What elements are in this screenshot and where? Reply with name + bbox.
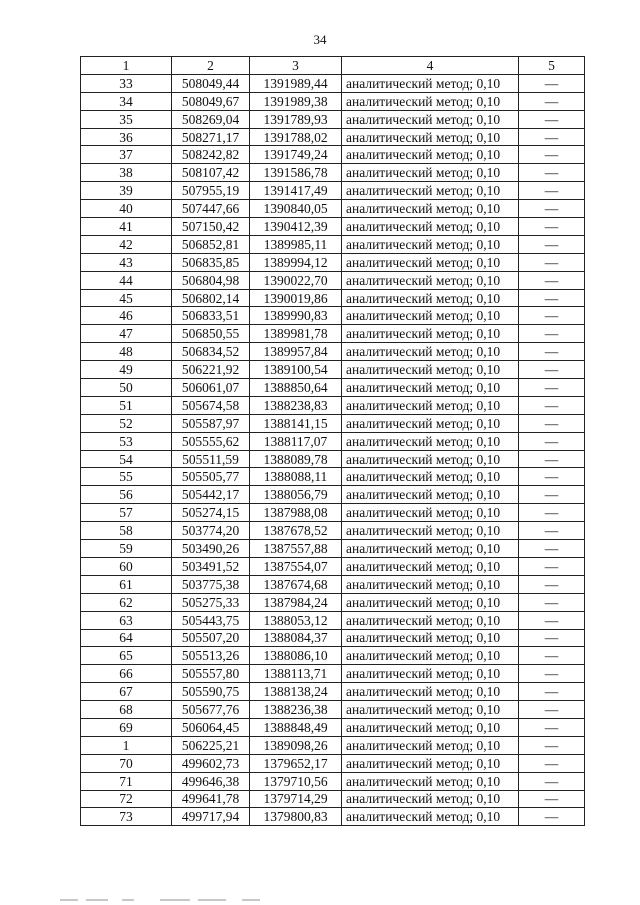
method-accuracy-cell: аналитический метод; 0,10 — [342, 92, 519, 110]
y-coordinate-cell: 1388084,37 — [250, 629, 342, 647]
table-row — [81, 629, 585, 647]
note-cell: — — [519, 343, 585, 361]
note-cell: — — [519, 146, 585, 164]
method-accuracy-cell: аналитический метод; 0,10 — [342, 557, 519, 575]
x-coordinate-cell: 506064,45 — [172, 718, 250, 736]
table-row — [81, 110, 585, 128]
x-coordinate-cell: 505587,97 — [172, 414, 250, 432]
point-number-cell: 37 — [81, 146, 172, 164]
y-coordinate-cell: 1387674,68 — [250, 575, 342, 593]
method-accuracy-cell: аналитический метод; 0,10 — [342, 772, 519, 790]
note-cell: — — [519, 432, 585, 450]
method-accuracy-cell: аналитический метод; 0,10 — [342, 146, 519, 164]
note-cell: — — [519, 218, 585, 236]
x-coordinate-cell: 506225,21 — [172, 736, 250, 754]
x-coordinate-cell: 499641,78 — [172, 790, 250, 808]
table-row — [81, 450, 585, 468]
note-cell: — — [519, 289, 585, 307]
x-coordinate-cell: 505677,76 — [172, 701, 250, 719]
table-row — [81, 575, 585, 593]
method-accuracy-cell: аналитический метод; 0,10 — [342, 110, 519, 128]
note-cell: — — [519, 253, 585, 271]
table-row — [81, 701, 585, 719]
note-cell: — — [519, 808, 585, 826]
x-coordinate-cell: 507955,19 — [172, 182, 250, 200]
point-number-cell: 36 — [81, 128, 172, 146]
method-accuracy-cell: аналитический метод; 0,10 — [342, 683, 519, 701]
y-coordinate-cell: 1389985,11 — [250, 235, 342, 253]
x-coordinate-cell: 505507,20 — [172, 629, 250, 647]
method-accuracy-cell: аналитический метод; 0,10 — [342, 361, 519, 379]
note-cell: — — [519, 629, 585, 647]
y-coordinate-cell: 1379714,29 — [250, 790, 342, 808]
note-cell: — — [519, 575, 585, 593]
note-cell: — — [519, 379, 585, 397]
y-coordinate-cell: 1387984,24 — [250, 593, 342, 611]
method-accuracy-cell: аналитический метод; 0,10 — [342, 575, 519, 593]
y-coordinate-cell: 1388850,64 — [250, 379, 342, 397]
table-row — [81, 74, 585, 92]
table-row — [81, 468, 585, 486]
point-number-cell: 65 — [81, 647, 172, 665]
x-coordinate-cell: 503774,20 — [172, 522, 250, 540]
y-coordinate-cell: 1391749,24 — [250, 146, 342, 164]
table-row — [81, 718, 585, 736]
point-number-cell: 59 — [81, 540, 172, 558]
x-coordinate-cell: 505442,17 — [172, 486, 250, 504]
x-coordinate-cell: 505511,59 — [172, 450, 250, 468]
method-accuracy-cell: аналитический метод; 0,10 — [342, 718, 519, 736]
x-coordinate-cell: 506850,55 — [172, 325, 250, 343]
method-accuracy-cell: аналитический метод; 0,10 — [342, 200, 519, 218]
point-number-cell: 1 — [81, 736, 172, 754]
x-coordinate-cell: 506833,51 — [172, 307, 250, 325]
y-coordinate-cell: 1388089,78 — [250, 450, 342, 468]
method-accuracy-cell: аналитический метод; 0,10 — [342, 593, 519, 611]
x-coordinate-cell: 506804,98 — [172, 271, 250, 289]
table-row — [81, 414, 585, 432]
point-number-cell: 38 — [81, 164, 172, 182]
point-number-cell: 67 — [81, 683, 172, 701]
page-number: 34 — [313, 32, 327, 47]
method-accuracy-cell: аналитический метод; 0,10 — [342, 218, 519, 236]
page-footer-marks — [60, 896, 300, 905]
table-row — [81, 128, 585, 146]
y-coordinate-cell: 1389100,54 — [250, 361, 342, 379]
y-coordinate-cell: 1389957,84 — [250, 343, 342, 361]
y-coordinate-cell: 1388117,07 — [250, 432, 342, 450]
point-number-cell: 42 — [81, 235, 172, 253]
y-coordinate-cell: 1391586,78 — [250, 164, 342, 182]
y-coordinate-cell: 1388113,71 — [250, 665, 342, 683]
method-accuracy-cell: аналитический метод; 0,10 — [342, 253, 519, 271]
y-coordinate-cell: 1388141,15 — [250, 414, 342, 432]
x-coordinate-cell: 503775,38 — [172, 575, 250, 593]
note-cell: — — [519, 593, 585, 611]
point-number-cell: 62 — [81, 593, 172, 611]
y-coordinate-cell: 1388138,24 — [250, 683, 342, 701]
x-coordinate-cell: 507447,66 — [172, 200, 250, 218]
point-number-cell: 44 — [81, 271, 172, 289]
method-accuracy-cell: аналитический метод; 0,10 — [342, 522, 519, 540]
method-accuracy-cell: аналитический метод; 0,10 — [342, 450, 519, 468]
table-row — [81, 754, 585, 772]
method-accuracy-cell: аналитический метод; 0,10 — [342, 379, 519, 397]
point-number-cell: 39 — [81, 182, 172, 200]
point-number-cell: 71 — [81, 772, 172, 790]
method-accuracy-cell: аналитический метод; 0,10 — [342, 486, 519, 504]
point-number-cell: 50 — [81, 379, 172, 397]
point-number-cell: 66 — [81, 665, 172, 683]
coordinates-table — [80, 56, 585, 826]
table-row — [81, 611, 585, 629]
table-header-row — [81, 57, 585, 75]
y-coordinate-cell: 1379800,83 — [250, 808, 342, 826]
y-coordinate-cell: 1391417,49 — [250, 182, 342, 200]
table-row — [81, 235, 585, 253]
point-number-cell: 47 — [81, 325, 172, 343]
point-number-cell: 72 — [81, 790, 172, 808]
note-cell: — — [519, 683, 585, 701]
y-coordinate-cell: 1389981,78 — [250, 325, 342, 343]
table-row — [81, 790, 585, 808]
y-coordinate-cell: 1391788,02 — [250, 128, 342, 146]
note-cell: — — [519, 611, 585, 629]
method-accuracy-cell: аналитический метод; 0,10 — [342, 414, 519, 432]
table-row — [81, 92, 585, 110]
point-number-cell: 33 — [81, 74, 172, 92]
point-number-cell: 54 — [81, 450, 172, 468]
point-number-cell: 61 — [81, 575, 172, 593]
table-row — [81, 200, 585, 218]
method-accuracy-cell: аналитический метод; 0,10 — [342, 235, 519, 253]
y-coordinate-cell: 1391789,93 — [250, 110, 342, 128]
note-cell: — — [519, 74, 585, 92]
x-coordinate-cell: 508269,04 — [172, 110, 250, 128]
table-row — [81, 808, 585, 826]
x-coordinate-cell: 508271,17 — [172, 128, 250, 146]
y-coordinate-cell: 1391989,38 — [250, 92, 342, 110]
x-coordinate-cell: 506802,14 — [172, 289, 250, 307]
point-number-cell: 48 — [81, 343, 172, 361]
y-coordinate-cell: 1387557,88 — [250, 540, 342, 558]
point-number-cell: 40 — [81, 200, 172, 218]
table-row — [81, 325, 585, 343]
point-number-cell: 73 — [81, 808, 172, 826]
note-cell: — — [519, 414, 585, 432]
point-number-cell: 43 — [81, 253, 172, 271]
table-row — [81, 218, 585, 236]
method-accuracy-cell: аналитический метод; 0,10 — [342, 540, 519, 558]
method-accuracy-cell: аналитический метод; 0,10 — [342, 468, 519, 486]
table-row — [81, 486, 585, 504]
point-number-cell: 58 — [81, 522, 172, 540]
table-row — [81, 736, 585, 754]
method-accuracy-cell: аналитический метод; 0,10 — [342, 665, 519, 683]
note-cell: — — [519, 235, 585, 253]
point-number-cell: 35 — [81, 110, 172, 128]
note-cell: — — [519, 271, 585, 289]
note-cell: — — [519, 557, 585, 575]
method-accuracy-cell: аналитический метод; 0,10 — [342, 504, 519, 522]
y-coordinate-cell: 1389994,12 — [250, 253, 342, 271]
note-cell: — — [519, 396, 585, 414]
note-cell: — — [519, 540, 585, 558]
x-coordinate-cell: 505275,33 — [172, 593, 250, 611]
note-cell: — — [519, 754, 585, 772]
point-number-cell: 49 — [81, 361, 172, 379]
column-header-1: 1 — [81, 57, 172, 75]
x-coordinate-cell: 499646,38 — [172, 772, 250, 790]
x-coordinate-cell: 505443,75 — [172, 611, 250, 629]
table-row — [81, 540, 585, 558]
method-accuracy-cell: аналитический метод; 0,10 — [342, 647, 519, 665]
point-number-cell: 53 — [81, 432, 172, 450]
table-row — [81, 504, 585, 522]
note-cell: — — [519, 647, 585, 665]
y-coordinate-cell: 1387988,08 — [250, 504, 342, 522]
y-coordinate-cell: 1388053,12 — [250, 611, 342, 629]
point-number-cell: 64 — [81, 629, 172, 647]
x-coordinate-cell: 506221,92 — [172, 361, 250, 379]
column-header-5: 5 — [519, 57, 585, 75]
table-row — [81, 665, 585, 683]
y-coordinate-cell: 1389098,26 — [250, 736, 342, 754]
note-cell: — — [519, 701, 585, 719]
y-coordinate-cell: 1390840,05 — [250, 200, 342, 218]
note-cell: — — [519, 718, 585, 736]
method-accuracy-cell: аналитический метод; 0,10 — [342, 289, 519, 307]
y-coordinate-cell: 1387678,52 — [250, 522, 342, 540]
point-number-cell: 68 — [81, 701, 172, 719]
note-cell: — — [519, 772, 585, 790]
y-coordinate-cell: 1389990,83 — [250, 307, 342, 325]
note-cell: — — [519, 522, 585, 540]
x-coordinate-cell: 503491,52 — [172, 557, 250, 575]
x-coordinate-cell: 505590,75 — [172, 683, 250, 701]
y-coordinate-cell: 1390022,70 — [250, 271, 342, 289]
table-row — [81, 361, 585, 379]
point-number-cell: 41 — [81, 218, 172, 236]
note-cell: — — [519, 307, 585, 325]
point-number-cell: 45 — [81, 289, 172, 307]
point-number-cell: 57 — [81, 504, 172, 522]
method-accuracy-cell: аналитический метод; 0,10 — [342, 754, 519, 772]
note-cell: — — [519, 736, 585, 754]
x-coordinate-cell: 505555,62 — [172, 432, 250, 450]
x-coordinate-cell: 507150,42 — [172, 218, 250, 236]
y-coordinate-cell: 1390412,39 — [250, 218, 342, 236]
method-accuracy-cell: аналитический метод; 0,10 — [342, 182, 519, 200]
method-accuracy-cell: аналитический метод; 0,10 — [342, 325, 519, 343]
note-cell: — — [519, 92, 585, 110]
x-coordinate-cell: 505274,15 — [172, 504, 250, 522]
table-row — [81, 683, 585, 701]
point-number-cell: 51 — [81, 396, 172, 414]
table-row — [81, 522, 585, 540]
table-row — [81, 271, 585, 289]
y-coordinate-cell: 1379710,56 — [250, 772, 342, 790]
y-coordinate-cell: 1387554,07 — [250, 557, 342, 575]
note-cell: — — [519, 110, 585, 128]
method-accuracy-cell: аналитический метод; 0,10 — [342, 808, 519, 826]
note-cell: — — [519, 164, 585, 182]
point-number-cell: 34 — [81, 92, 172, 110]
x-coordinate-cell: 506835,85 — [172, 253, 250, 271]
table-row — [81, 396, 585, 414]
x-coordinate-cell: 508242,82 — [172, 146, 250, 164]
y-coordinate-cell: 1388238,83 — [250, 396, 342, 414]
x-coordinate-cell: 505674,58 — [172, 396, 250, 414]
point-number-cell: 60 — [81, 557, 172, 575]
x-coordinate-cell: 499717,94 — [172, 808, 250, 826]
y-coordinate-cell: 1388056,79 — [250, 486, 342, 504]
table-row — [81, 343, 585, 361]
method-accuracy-cell: аналитический метод; 0,10 — [342, 611, 519, 629]
note-cell: — — [519, 361, 585, 379]
note-cell: — — [519, 486, 585, 504]
note-cell: — — [519, 504, 585, 522]
column-header-4: 4 — [342, 57, 519, 75]
x-coordinate-cell: 506834,52 — [172, 343, 250, 361]
point-number-cell: 69 — [81, 718, 172, 736]
table-row — [81, 557, 585, 575]
y-coordinate-cell: 1391989,44 — [250, 74, 342, 92]
method-accuracy-cell: аналитический метод; 0,10 — [342, 271, 519, 289]
x-coordinate-cell: 499602,73 — [172, 754, 250, 772]
y-coordinate-cell: 1390019,86 — [250, 289, 342, 307]
y-coordinate-cell: 1388848,49 — [250, 718, 342, 736]
note-cell: — — [519, 468, 585, 486]
table-row — [81, 164, 585, 182]
method-accuracy-cell: аналитический метод; 0,10 — [342, 432, 519, 450]
x-coordinate-cell: 505557,80 — [172, 665, 250, 683]
method-accuracy-cell: аналитический метод; 0,10 — [342, 629, 519, 647]
method-accuracy-cell: аналитический метод; 0,10 — [342, 128, 519, 146]
x-coordinate-cell: 506852,81 — [172, 235, 250, 253]
point-number-cell: 55 — [81, 468, 172, 486]
note-cell: — — [519, 325, 585, 343]
note-cell: — — [519, 200, 585, 218]
method-accuracy-cell: аналитический метод; 0,10 — [342, 396, 519, 414]
method-accuracy-cell: аналитический метод; 0,10 — [342, 790, 519, 808]
table-body — [81, 74, 585, 825]
method-accuracy-cell: аналитический метод; 0,10 — [342, 343, 519, 361]
note-cell: — — [519, 128, 585, 146]
x-coordinate-cell: 505505,77 — [172, 468, 250, 486]
x-coordinate-cell: 506061,07 — [172, 379, 250, 397]
table-row — [81, 253, 585, 271]
method-accuracy-cell: аналитический метод; 0,10 — [342, 164, 519, 182]
note-cell: — — [519, 182, 585, 200]
x-coordinate-cell: 508049,44 — [172, 74, 250, 92]
x-coordinate-cell: 505513,26 — [172, 647, 250, 665]
column-header-2: 2 — [172, 57, 250, 75]
point-number-cell: 63 — [81, 611, 172, 629]
point-number-cell: 70 — [81, 754, 172, 772]
y-coordinate-cell: 1379652,17 — [250, 754, 342, 772]
table-row — [81, 182, 585, 200]
x-coordinate-cell: 508049,67 — [172, 92, 250, 110]
table-row — [81, 289, 585, 307]
y-coordinate-cell: 1388088,11 — [250, 468, 342, 486]
table-row — [81, 432, 585, 450]
point-number-cell: 52 — [81, 414, 172, 432]
x-coordinate-cell: 503490,26 — [172, 540, 250, 558]
y-coordinate-cell: 1388236,38 — [250, 701, 342, 719]
table-row — [81, 647, 585, 665]
method-accuracy-cell: аналитический метод; 0,10 — [342, 307, 519, 325]
table-row — [81, 146, 585, 164]
method-accuracy-cell: аналитический метод; 0,10 — [342, 74, 519, 92]
column-header-3: 3 — [250, 57, 342, 75]
table-row — [81, 593, 585, 611]
note-cell: — — [519, 450, 585, 468]
method-accuracy-cell: аналитический метод; 0,10 — [342, 736, 519, 754]
table-row — [81, 307, 585, 325]
table-row — [81, 379, 585, 397]
note-cell: — — [519, 790, 585, 808]
table-row — [81, 772, 585, 790]
x-coordinate-cell: 508107,42 — [172, 164, 250, 182]
y-coordinate-cell: 1388086,10 — [250, 647, 342, 665]
note-cell: — — [519, 665, 585, 683]
point-number-cell: 56 — [81, 486, 172, 504]
method-accuracy-cell: аналитический метод; 0,10 — [342, 701, 519, 719]
point-number-cell: 46 — [81, 307, 172, 325]
